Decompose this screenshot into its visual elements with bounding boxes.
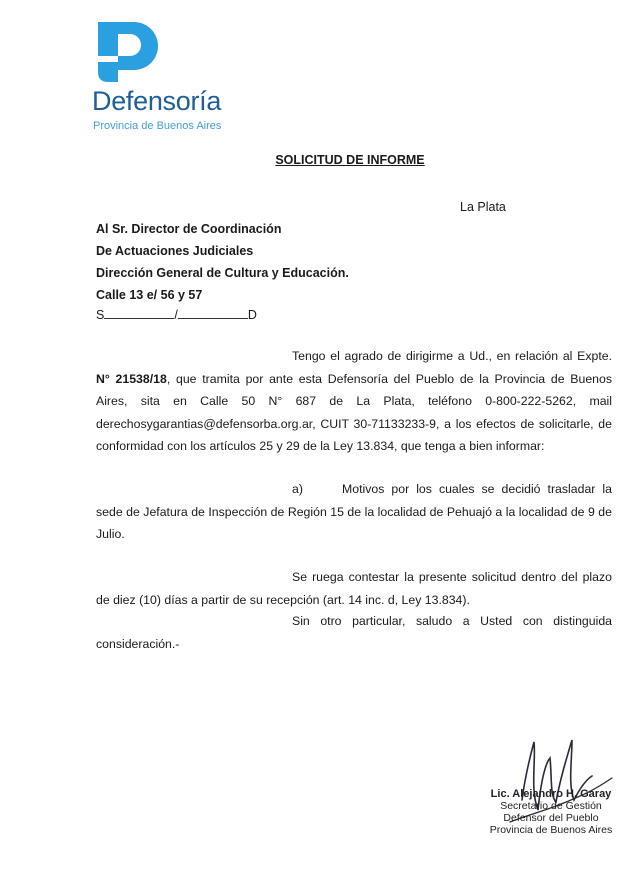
defensoria-logo-icon bbox=[94, 20, 158, 84]
blank-line bbox=[104, 306, 174, 319]
p3-text: Se ruega contestar la presente solicitud dentro del plazo de diez (10) días a partir de su recepción (art. 14 inc. d, Ley 13.834). bbox=[96, 570, 612, 607]
addressee-line-4: Calle 13 e/ 56 y 57 bbox=[96, 288, 203, 302]
document-title: SOLICITUD DE INFORME bbox=[275, 153, 425, 167]
brand-subtitle: Provincia de Buenos Aires bbox=[93, 120, 222, 132]
signature-block bbox=[472, 788, 630, 836]
item-text-rest: sede de Jefatura de Inspección de Región 15 de la localidad de Pehuajó a la localidad de 9 de Julio. bbox=[96, 504, 612, 542]
paragraph-item-a bbox=[96, 478, 612, 546]
signatory-role-2: Defensor del Pueblo bbox=[503, 812, 599, 824]
addressee-block bbox=[96, 218, 349, 306]
p4-text: Sin otro particular, saludo a Usted con distinguida consideración.- bbox=[96, 614, 612, 651]
d-label: D bbox=[247, 308, 257, 322]
paragraph-deadline bbox=[96, 566, 612, 611]
addressee-line-1: Al Sr. Director de Coordinación bbox=[96, 222, 282, 236]
place-label: La Plata bbox=[460, 200, 506, 214]
signatory-role-3: Provincia de Buenos Aires bbox=[489, 824, 613, 836]
brand-name: Defensoría bbox=[92, 86, 222, 116]
s-label: S bbox=[96, 308, 105, 322]
sd-line bbox=[96, 306, 257, 322]
signatory-name: Lic. Alejandro H. Garay bbox=[490, 788, 612, 800]
expediente-number: N° 21538/18 bbox=[96, 371, 167, 386]
signatory-role-1: Secretario de Gestión bbox=[500, 800, 602, 812]
paragraph-closing bbox=[96, 610, 612, 655]
addressee-line-2: De Actuaciones Judiciales bbox=[96, 244, 254, 258]
p1-intro: Tengo el agrado de dirigirme a Ud., en relación al Expte. bbox=[292, 349, 612, 363]
addressee-line-3: Dirección General de Cultura y Educación. bbox=[96, 266, 349, 280]
paragraph-request bbox=[96, 345, 612, 458]
blank-line bbox=[178, 306, 248, 319]
slash: / bbox=[174, 308, 178, 322]
p1-rest: , que tramita por ante esta Defensoría del Pueblo de la Provincia de Buenos Aires, sita en Calle 50 N° 687 de La Plata, teléfono 0-800-222-5262, mail derechosygarantias@defensorba.org.ar, CUIT 30-71133233-9, a los efectos de solicitarle, de conformidad con los artículos 25 y 29 de la Ley 13.834, que tenga a bien informar: bbox=[96, 371, 613, 454]
item-letter: a) bbox=[292, 482, 303, 496]
item-text-start: Motivos por los cuales se decidió trasladar la bbox=[342, 482, 612, 496]
